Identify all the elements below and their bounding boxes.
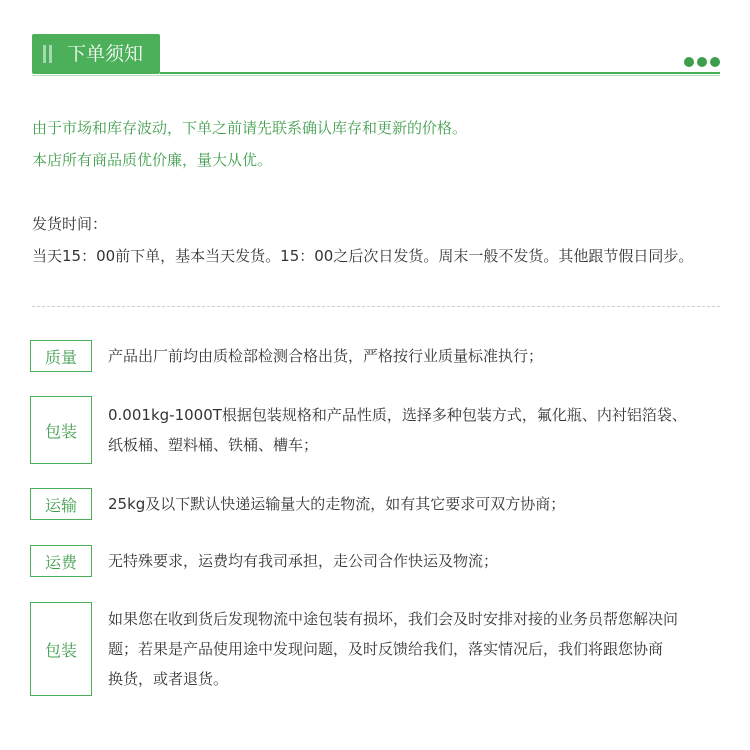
row-label: 运输 (30, 488, 92, 520)
row-text-line: 题；若果是产品使用途中发现问题，及时反馈给我们，落实情况后，我们将跟您协商 (108, 640, 664, 658)
price-notice (32, 112, 467, 176)
shipping-detail: 当天15：00前下单，基本当天发货。15：00之后次日发货。周末一般不发货。其他跟节假日同步。 (32, 247, 694, 265)
row-text (108, 604, 720, 694)
dot-icon (710, 57, 720, 67)
tab-stripe-icon (49, 45, 52, 63)
dot-icon (697, 57, 707, 67)
tab-stripe-icon (43, 45, 46, 63)
row-text (108, 489, 720, 519)
header-underline (160, 72, 720, 74)
header-underline-thin (32, 75, 720, 76)
shipping-time (32, 208, 693, 272)
row-text (108, 400, 720, 460)
row-text-line: 纸板桶、塑料桶、铁桶、槽车； (108, 436, 319, 454)
row-text (108, 341, 720, 371)
dot-icon (684, 57, 694, 67)
row-label: 包装 (30, 396, 92, 464)
dashed-divider (32, 306, 720, 307)
row-label: 质量 (30, 340, 92, 372)
row-text-line: 0.001kg-1000T根据包装规格和产品性质，选择多种包装方式，氟化瓶、内衬铝箔袋、 (108, 406, 687, 424)
row-label: 运费 (30, 545, 92, 577)
notice-line: 本店所有商品质优价廉，量大从优。 (32, 151, 273, 169)
row-text-line: 换货，或者退货。 (108, 670, 229, 688)
row-text-line: 25kg及以下默认快递运输量大的走物流，如有其它要求可双方协商； (108, 495, 566, 513)
page-title: 下单须知 (67, 43, 144, 65)
row-text (108, 546, 720, 576)
shipping-label: 发货时间： (32, 215, 108, 233)
row-text-line: 如果您在收到货后发现物流中途包装有损坏，我们会及时安排对接的业务员帮您解决问 (108, 610, 679, 628)
header-tab (32, 34, 160, 74)
row-text-line: 无特殊要求，运费均有我司承担，走公司合作快运及物流； (108, 552, 499, 570)
row-label: 包装 (30, 602, 92, 696)
more-dots-icon (681, 52, 720, 71)
section-header (32, 34, 720, 76)
row-text-line: 产品出厂前均由质检部检测合格出货，严格按行业质量标准执行； (108, 347, 544, 365)
notice-line: 由于市场和库存波动，下单之前请先联系确认库存和更新的价格。 (32, 119, 468, 137)
